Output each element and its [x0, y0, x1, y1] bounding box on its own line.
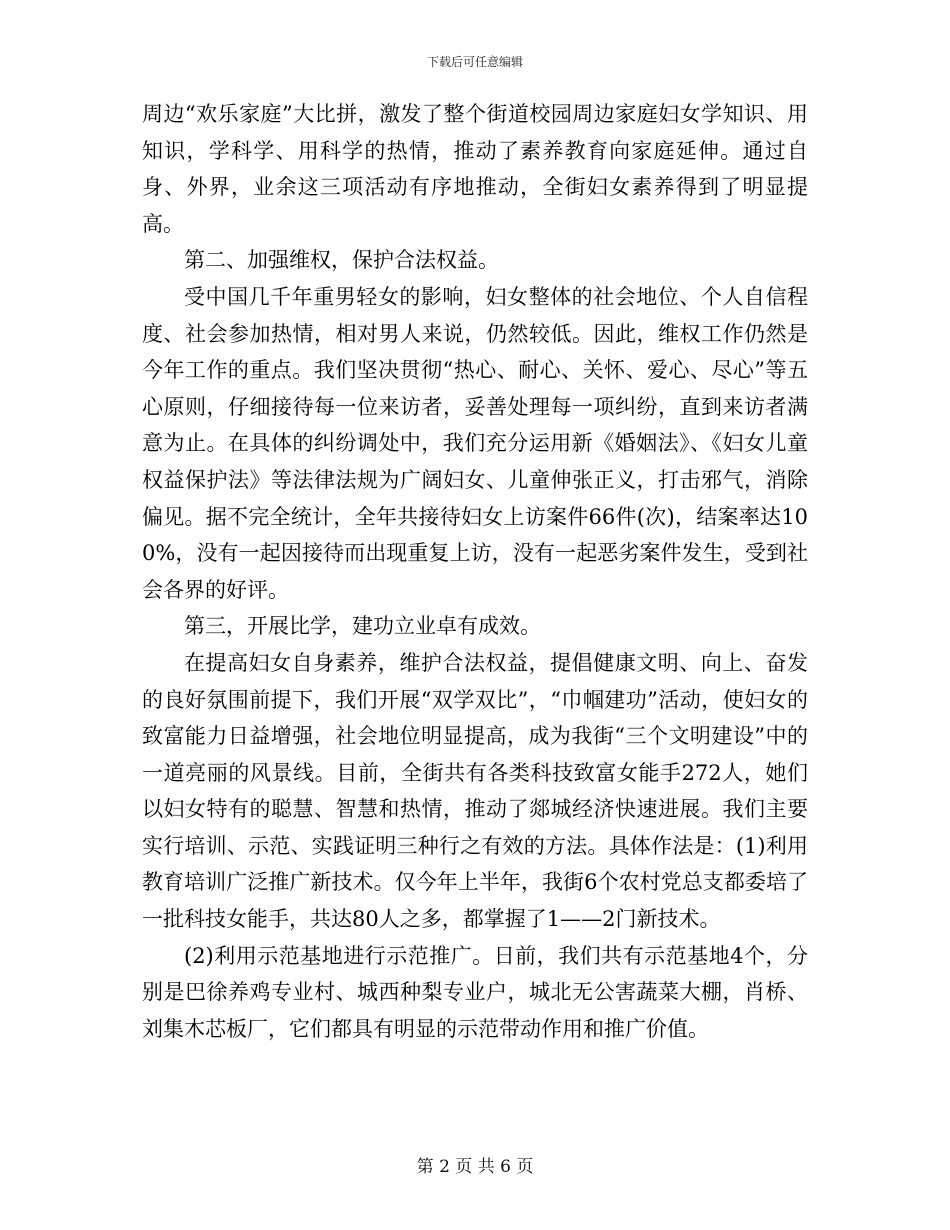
paragraph-6: (2)利用示范基地进行示范推广。日前，我们共有示范基地4个，分别是巴徐养鸡专业村、城西种梨专业户，城北无公害蔬菜大棚，肖桥、刘集木芯板厂，它们都具有明显的示范带动作用和推广价值。	[142, 943, 808, 1041]
document-body	[142, 96, 808, 1047]
paragraph-1: 周边“欢乐家庭”大比拼，激发了整个街道校园周边家庭妇女学知识、用知识，学科学、用科学的热情，推动了素养教育向家庭延伸。通过自身、外界，业余这三项活动有序地推动，全街妇女素养得到了明显提高。	[142, 102, 808, 236]
section-heading-2: 第二、加强维权，保护合法权益。	[184, 248, 499, 273]
section-heading-3: 第三，开展比学，建功立业卓有成效。	[184, 614, 541, 639]
page-header: 下载后可任意编辑	[426, 55, 523, 69]
paragraph-3: 受中国几千年重男轻女的影响，妇女整体的社会地位、个人自信程度、社会参加热情，相对男人来说，仍然较低。因此，维权工作仍然是今年工作的重点。我们坚决贯彻“热心、耐心、关怀、爱心、尽心”等五心原则，仔细接待每一位来访者，妥善处理每一项纠纷，直到来访者满意为止。在具体的纠纷调处中，我们充分运用新《婚姻法》、《妇女儿童权益保护法》等法律法规为广阔妇女、儿童伸张正义，打击邪气，消除偏见。据不完全统计，全年共接待妇女上访案件66件(次)，结案率达100%，没有一起因接待而出现重复上访，没有一起恶劣案件发生，受到社会各界的好评。	[142, 284, 808, 602]
page-footer: 第 2 页 共 6 页	[416, 1157, 534, 1177]
paragraph-5: 在提高妇女自身素养，维护合法权益，提倡健康文明、向上、奋发的良好氛围前提下，我们开展“双学双比”，“巾帼建功”活动，使妇女的致富能力日益增强，社会地位明显提高，成为我街“三个文明建设”中的一道亮丽的风景线。目前，全街共有各类科技致富女能手272人，她们以妇女特有的聪慧、智慧和热情，推动了郯城经济快速进展。我们主要实行培训、示范、实践证明三种行之有效的方法。具体作法是：(1)利用教育培训广泛推广新技术。仅今年上半年，我街6个农村党总支都委培了一批科技女能手，共达80人之多，都掌握了1——2门新技术。	[142, 650, 808, 932]
